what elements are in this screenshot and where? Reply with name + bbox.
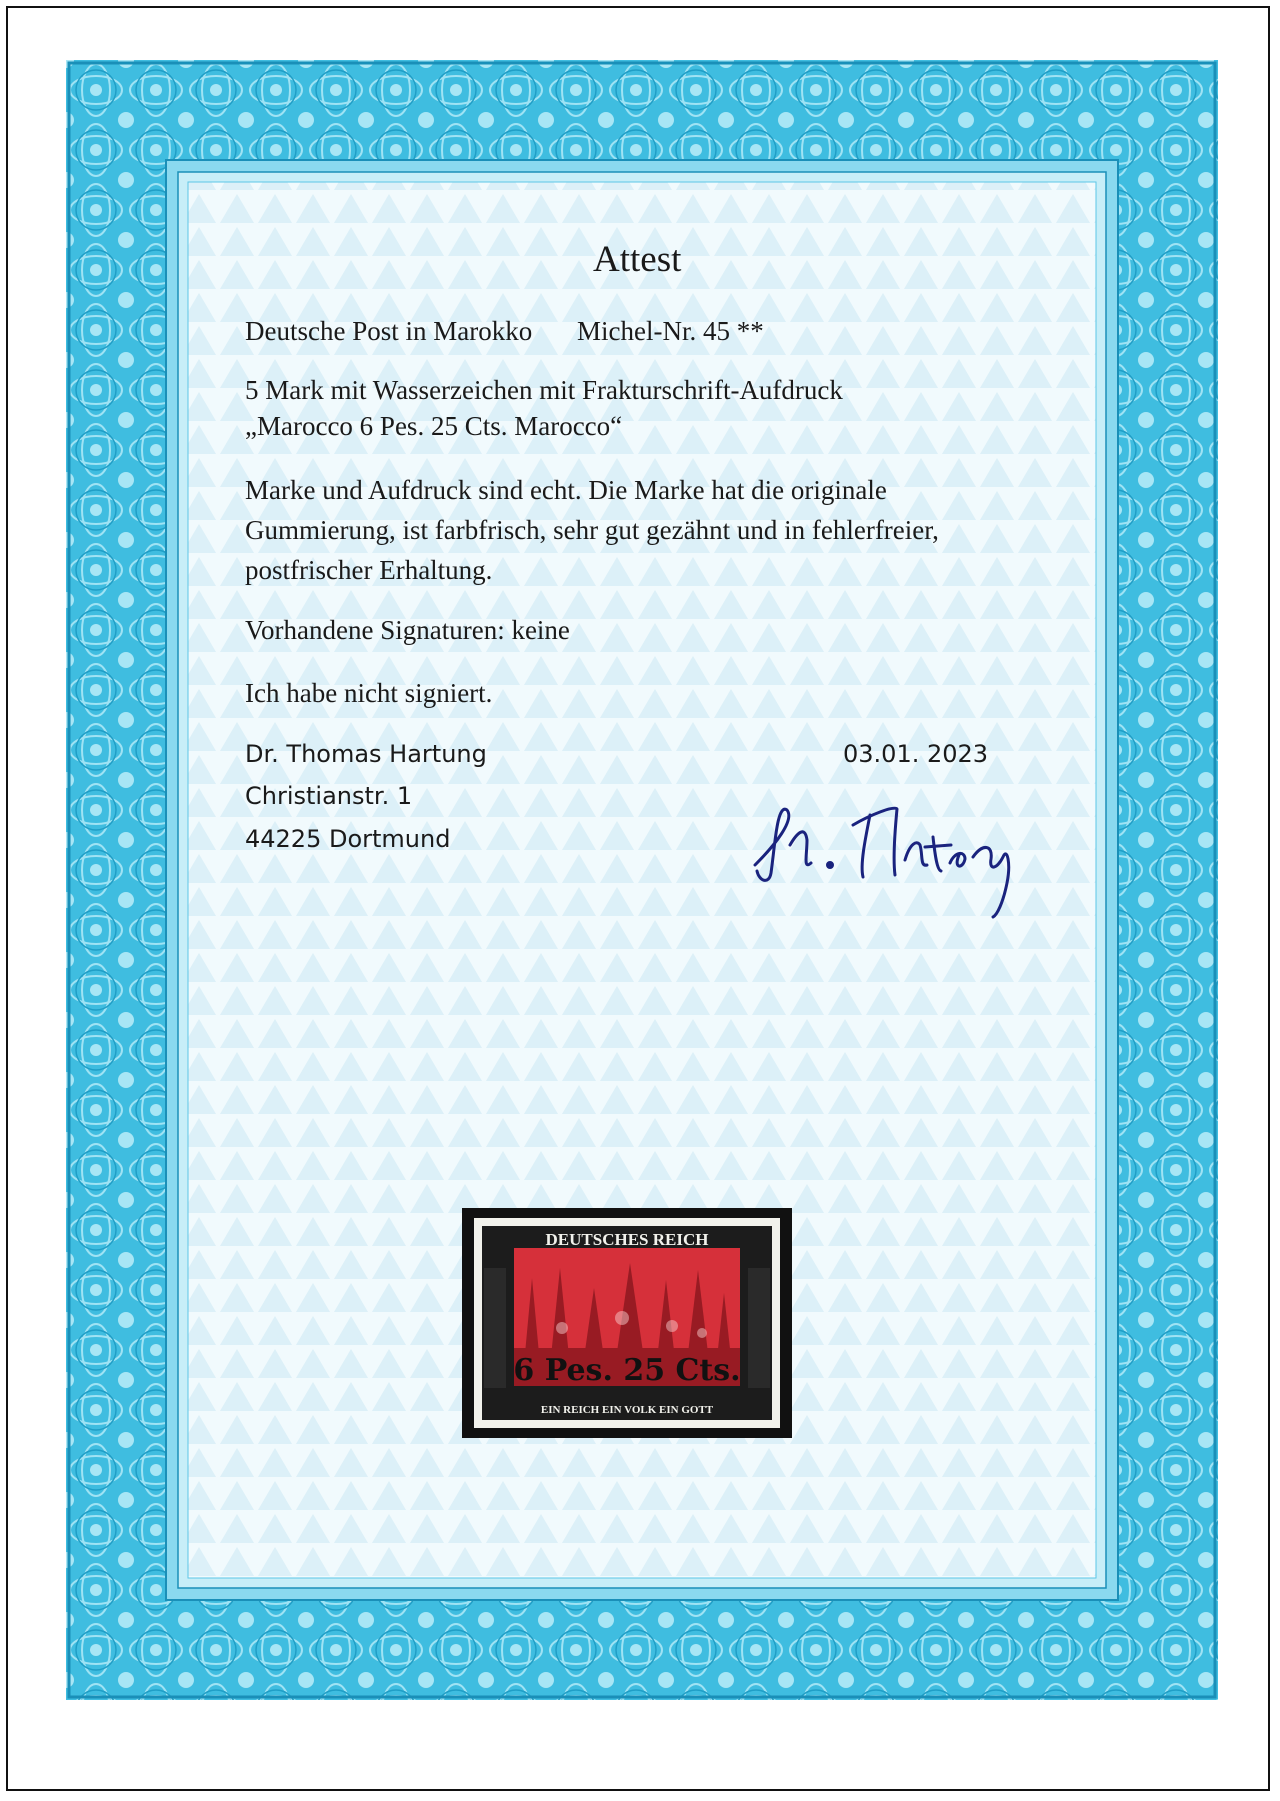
signatures-line: Vorhandene Signaturen: keine xyxy=(245,615,570,645)
assessment-line-3: postfrischer Erhaltung. xyxy=(245,555,493,585)
handwritten-signature xyxy=(745,785,1065,925)
description-line-2: „Marocco 6 Pes. 25 Cts. Marocco“ xyxy=(245,411,623,441)
stamp-bottom-text: EIN REICH EIN VOLK EIN GOTT xyxy=(540,1404,714,1416)
assessment-line-1: Marke und Aufdruck sind echt. Die Marke hat die originale xyxy=(245,475,887,505)
expert-name: Dr. Thomas Hartung xyxy=(245,740,487,768)
stamp-overprint: 6 Pes. 25 Cts. xyxy=(513,1353,741,1388)
expert-city: 44225 Dortmund xyxy=(245,825,451,853)
description-line-1: 5 Mark mit Wasserzeichen mit Frakturschrift-Aufdruck xyxy=(245,375,843,405)
assessment-line-2: Gummierung, ist farbfrisch, sehr gut gezähnt und in fehlerfreier, xyxy=(245,515,939,545)
certificate-title: Attest xyxy=(593,239,682,280)
not-signed-line: Ich habe nicht signiert. xyxy=(245,678,493,708)
certificate-date: 03.01. 2023 xyxy=(843,740,989,768)
catalog-number: Michel-Nr. 45 ** xyxy=(577,316,764,346)
stamp-image xyxy=(462,1208,792,1438)
country-line: Deutsche Post in Marokko xyxy=(245,316,533,346)
expert-street: Christianstr. 1 xyxy=(245,782,413,810)
stamp-top-text: DEUTSCHES REICH xyxy=(545,1230,709,1249)
